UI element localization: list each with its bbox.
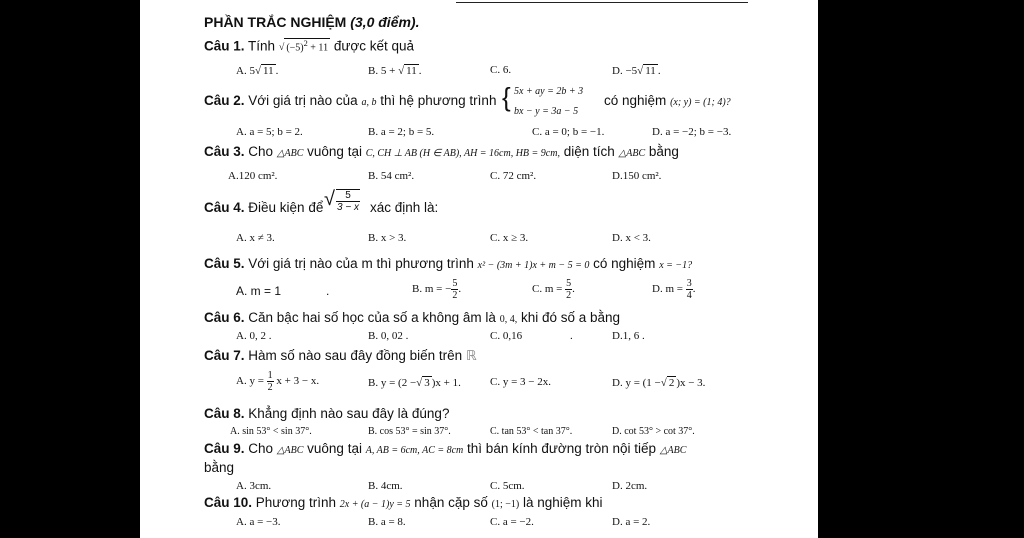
- q4-tail: xác định là:: [370, 200, 439, 215]
- question-5: Câu 5. Với giá trị nào của m thì phương trình x² − (3m + 1)x + m − 5 = 0 có nghiệm x = −1?: [204, 256, 693, 271]
- q9-option-b[interactable]: B. 4cm.: [368, 480, 403, 492]
- q9-option-c[interactable]: C. 5cm.: [490, 480, 525, 492]
- q3-option-c[interactable]: C. 72 cm².: [490, 170, 537, 182]
- top-rule: [456, 2, 748, 3]
- q7-option-c[interactable]: C. y = 3 − 2x.: [490, 376, 551, 388]
- q9-option-d[interactable]: D. 2cm.: [612, 480, 648, 492]
- radical-sign: √: [324, 188, 335, 210]
- question-3: Câu 3. Cho △ABC vuông tại C, CH ⊥ AB (H ∈ AB), AH = 16cm, HB = 9cm, diện tích △ABC bằng: [204, 144, 679, 159]
- system-brace: {: [502, 82, 511, 112]
- system-eq1: 5x + ay = 2b + 3: [514, 86, 584, 97]
- question-number: Câu 6.: [204, 310, 245, 325]
- q3-option-a[interactable]: A.120 cm².: [228, 170, 278, 182]
- q1-option-a[interactable]: A. 5√ 11 .: [236, 65, 279, 77]
- system-eq2: bx − y = 3a − 5: [514, 106, 579, 117]
- q4-option-a[interactable]: A. x ≠ 3.: [236, 232, 275, 244]
- question-number: Câu 3.: [204, 144, 245, 159]
- question-number: Câu 8.: [204, 406, 245, 421]
- q10-option-b[interactable]: B. a = 8.: [368, 516, 406, 528]
- section-title: PHẦN TRẮC NGHIỆM: [204, 14, 347, 30]
- q3-option-d[interactable]: D.150 cm².: [612, 170, 662, 182]
- q9-line2: bằng: [204, 460, 235, 475]
- q4-option-c[interactable]: C. x ≥ 3.: [490, 232, 529, 244]
- q8-option-d[interactable]: D. cot 53° > cot 37°.: [612, 426, 695, 437]
- question-number: Câu 2.: [204, 93, 245, 108]
- q10-option-d[interactable]: D. a = 2.: [612, 516, 651, 528]
- q2-option-c[interactable]: C. a = 0; b = −1.: [532, 126, 605, 138]
- q6-option-d[interactable]: D.1, 6 .: [612, 330, 645, 342]
- q7-option-b[interactable]: B. y = (2 −√ 3 )x + 1.: [368, 377, 461, 389]
- question-text: được kết quả: [333, 38, 415, 54]
- q8-option-b[interactable]: B. cos 53° = sin 37°.: [368, 426, 451, 437]
- q1-option-b[interactable]: B. 5 + √ 11 .: [368, 65, 422, 77]
- radical-expr: √ $(-5)^2 + 11$: [278, 39, 329, 54]
- worksheet-page: [140, 0, 818, 538]
- q2-option-d[interactable]: D. a = −2; b = −3.: [652, 126, 732, 138]
- q5-option-a[interactable]: A. m = 1: [236, 284, 282, 298]
- q3-option-b[interactable]: B. 54 cm².: [368, 170, 415, 182]
- q6-option-a[interactable]: A. 0, 2 .: [236, 330, 272, 342]
- q6-option-b[interactable]: B. 0, 02 .: [368, 330, 409, 342]
- question-number: Câu 1.: [204, 38, 245, 54]
- question-4: Câu 4. Điều kiện để: [204, 200, 324, 215]
- q2-tail: có nghiệm (x; y) = (1; 4)?: [604, 93, 731, 108]
- question-2: Câu 2. Với giá trị nào của a, b thì hệ phương trình: [204, 93, 497, 108]
- section-score: (3,0 điểm).: [350, 14, 420, 30]
- question-10: Câu 10. Phương trình 2x + (a − 1)y = 5 nhận cặp số (1; −1) là nghiệm khi: [204, 495, 603, 510]
- q10-option-c[interactable]: C. a = −2.: [490, 516, 534, 528]
- q1-option-d[interactable]: D. −5√ 11 .: [612, 65, 661, 77]
- question-8: Câu 8. Khẳng định nào sau đây là đúng?: [204, 406, 450, 421]
- q10-option-a[interactable]: A. a = −3.: [236, 516, 281, 528]
- q9-option-a[interactable]: A. 3cm.: [236, 480, 272, 492]
- q7-option-a[interactable]: A. y = $\frac{1}{2}$ x + 3 − x.: [236, 370, 320, 393]
- q5-option-d[interactable]: D. m = $\frac{3}{4}$ .: [652, 278, 696, 301]
- q8-option-c[interactable]: C. tan 53° < tan 37°.: [490, 426, 573, 437]
- q2-option-b[interactable]: B. a = 2; b = 5.: [368, 126, 435, 138]
- q5-option-c[interactable]: C. m = $\frac{5}{2}$ .: [532, 278, 575, 301]
- question-number: Câu 7.: [204, 348, 245, 363]
- question-number: Câu 10.: [204, 495, 253, 510]
- q6-option-c[interactable]: C. 0,16: [490, 330, 523, 342]
- question-number: Câu 9.: [204, 441, 245, 456]
- q5-option-b[interactable]: B. m = − $\frac{5}{2}$ .: [412, 278, 462, 301]
- q5-dot: .: [326, 284, 330, 298]
- fraction-radicand: $\frac{5}{3 - x}$: [337, 190, 359, 213]
- question-1: [204, 38, 414, 53]
- question-9: Câu 9. Cho △ABC vuông tại A, AB = 6cm, AC = 8cm thì bán kính đường tròn nội tiếp △ABC: [204, 441, 687, 456]
- q6-dot: .: [570, 330, 573, 342]
- q4-option-d[interactable]: D. x < 3.: [612, 232, 651, 244]
- question-6: Câu 6. Căn bậc hai số học của số a không âm là 0, 4, khi đó số a bằng: [204, 310, 621, 325]
- q1-option-c[interactable]: C. 6.: [490, 64, 512, 76]
- question-7: Câu 7. Hàm số nào sau đây đồng biến trên ℝ: [204, 348, 477, 363]
- question-number: Câu 5.: [204, 256, 245, 271]
- q7-option-d[interactable]: D. y = (1 −√ 2 )x − 3.: [612, 377, 706, 389]
- section-header: [204, 14, 419, 30]
- q8-option-a[interactable]: A. sin 53° < sin 37°.: [230, 426, 312, 437]
- question-text: Tính: [248, 38, 276, 54]
- question-number: Câu 4.: [204, 200, 245, 215]
- q4-option-b[interactable]: B. x > 3.: [368, 232, 407, 244]
- q2-option-a[interactable]: A. a = 5; b = 2.: [236, 126, 303, 138]
